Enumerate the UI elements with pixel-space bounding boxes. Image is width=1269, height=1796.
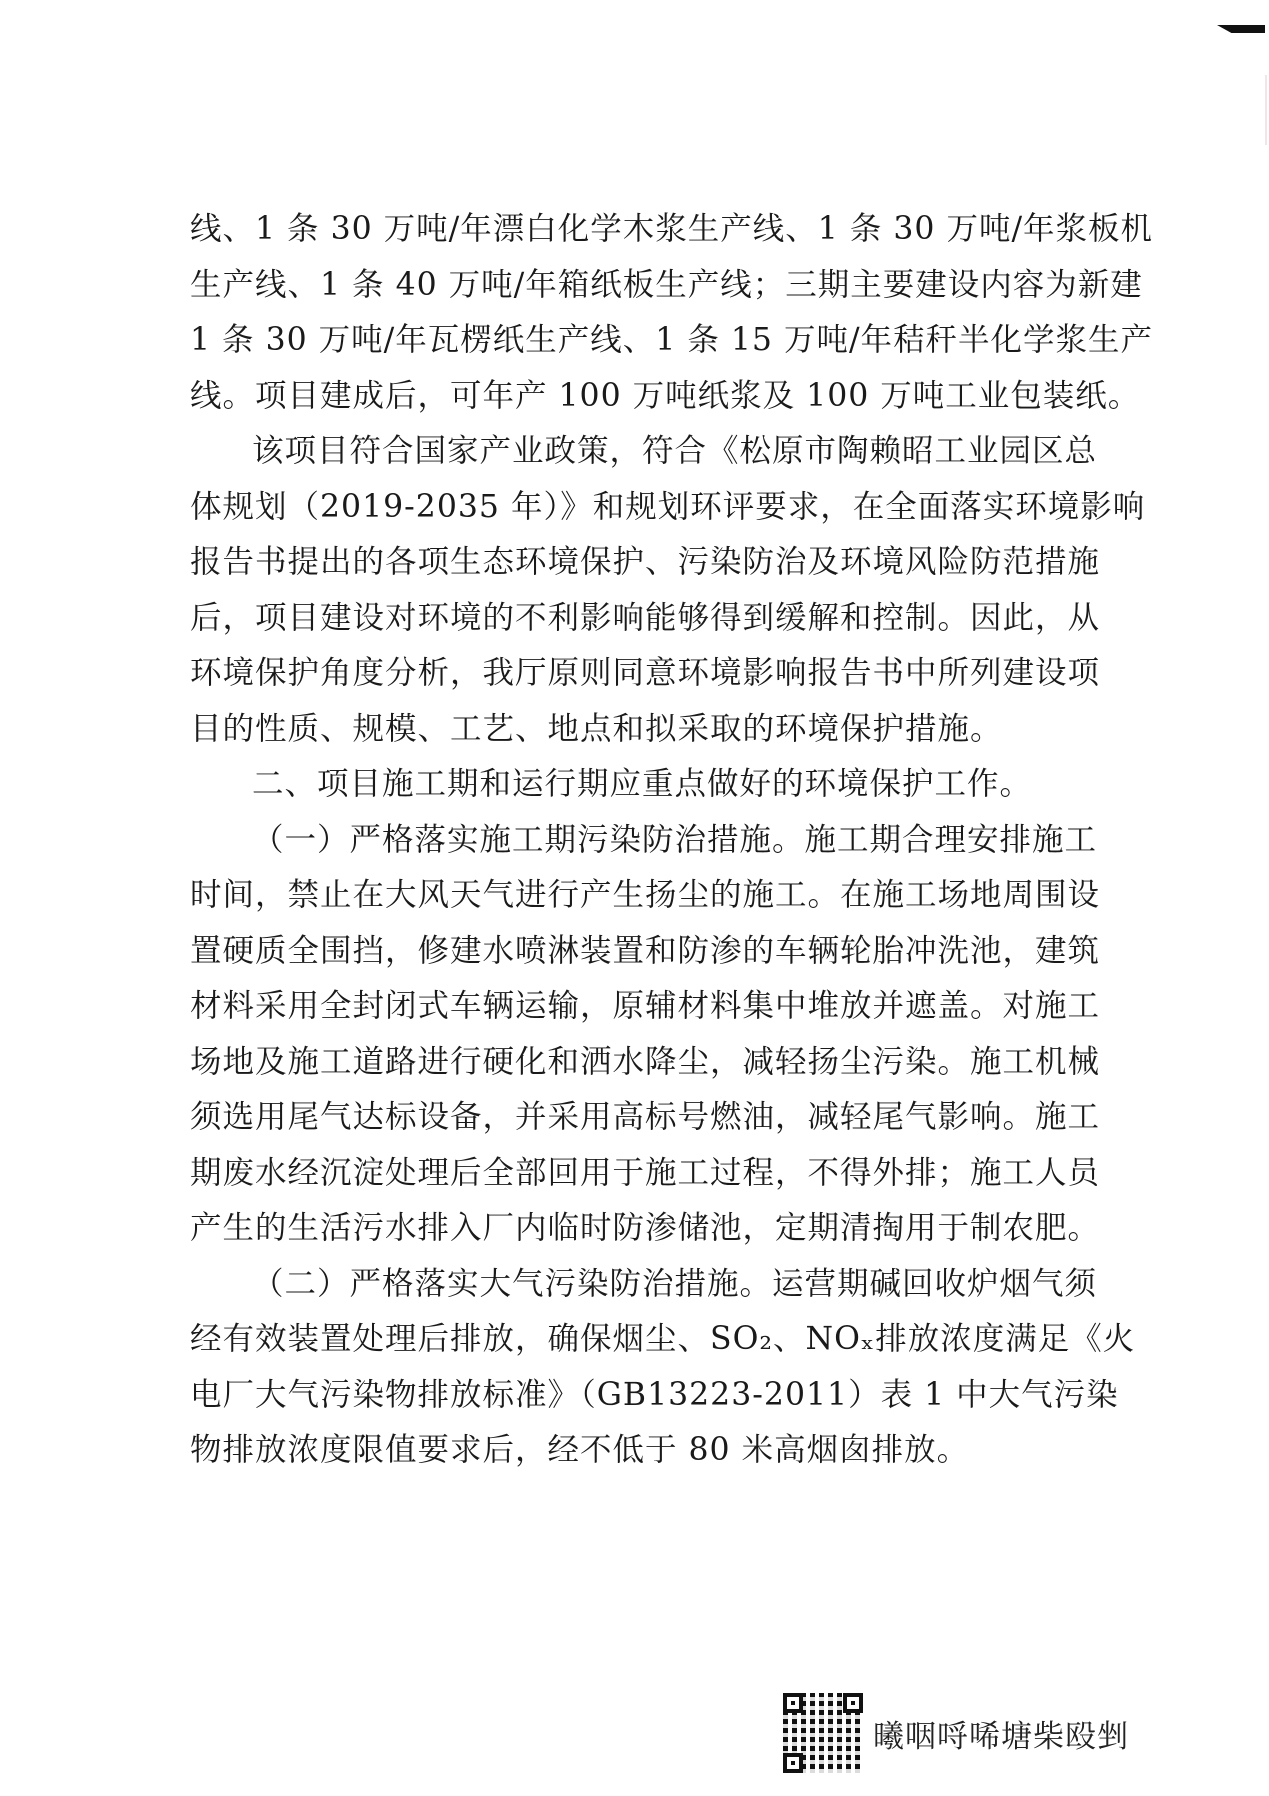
text-line: 置硬质全围挡，修建水喷淋装置和防渗的车辆轮胎冲洗池，建筑 [190, 932, 1101, 969]
text-line: 后，项目建设对环境的不利影响能够得到缓解和控制。因此，从 [190, 599, 1101, 636]
text-line: 目的性质、规模、工艺、地点和拟采取的环境保护措施。 [190, 710, 1003, 747]
footer [783, 1693, 1129, 1773]
text-line: 线。项目建成后，可年产 100 万吨纸浆及 100 万吨工业包装纸。 [190, 377, 1141, 414]
text-line: 线、1 条 30 万吨/年漂白化学木浆生产线、1 条 30 万吨/年浆板机 [190, 211, 1154, 247]
paragraph-start-line: （一）严格落实施工期污染防治措施。施工期合理安排施工 [252, 821, 1098, 858]
document-body [190, 202, 1154, 1479]
scan-edge [1265, 75, 1267, 145]
text-line: 材料采用全封闭式车辆运输，原辅材料集中堆放并遮盖。对施工 [190, 988, 1101, 1024]
text-line: 环境保护角度分析，我厅原则同意环境影响报告书中所列建设项 [190, 655, 1101, 691]
text-line: 须选用尾气达标设备，并采用高标号燃油，减轻尾气影响。施工 [190, 1099, 1101, 1135]
paragraph-start-line: 该项目符合国家产业政策，符合《松原市陶赖昭工业园区总 [252, 433, 1098, 469]
text-line: 1 条 30 万吨/年瓦楞纸生产线、1 条 15 万吨/年秸秆半化学浆生产 [190, 322, 1154, 358]
text-line: 电厂大气污染物排放标准》（GB13223-2011）表 1 中大气污染 [190, 1376, 1119, 1413]
footer-text: 曦咽哷唏塘柴殴剉 [873, 1718, 1129, 1755]
text-line: 时间，禁止在大风天气进行产生扬尘的施工。在施工场地周围设 [190, 877, 1101, 913]
section-heading: 二、项目施工期和运行期应重点做好的环境保护工作。 [252, 766, 1033, 802]
qr-code-icon[interactable] [783, 1693, 863, 1773]
scan-corner-mark [1217, 25, 1265, 33]
text-line: 生产线、1 条 40 万吨/年箱纸板生产线；三期主要建设内容为新建 [190, 266, 1143, 303]
text-line: 产生的生活污水排入厂内临时防渗储池，定期清掏用于制农肥。 [190, 1210, 1101, 1246]
text-line: 报告书提出的各项生态环境保护、污染防治及环境风险防范措施 [190, 544, 1101, 580]
text-line: 场地及施工道路进行硬化和洒水降尘，减轻扬尘污染。施工机械 [190, 1043, 1101, 1080]
text-line: 物排放浓度限值要求后，经不低于 80 米高烟囱排放。 [190, 1432, 970, 1468]
text-line: 体规划（2019-2035 年）》和规划环评要求，在全面落实环境影响 [190, 488, 1146, 525]
text-line: 期废水经沉淀处理后全部回用于施工过程，不得外排；施工人员 [190, 1154, 1101, 1191]
text-line: 经有效装置处理后排放，确保烟尘、SO₂、NOₓ排放浓度满足《火 [190, 1321, 1136, 1357]
paragraph-start-line: （二）严格落实大气污染防治措施。运营期碱回收炉烟气须 [252, 1265, 1098, 1302]
